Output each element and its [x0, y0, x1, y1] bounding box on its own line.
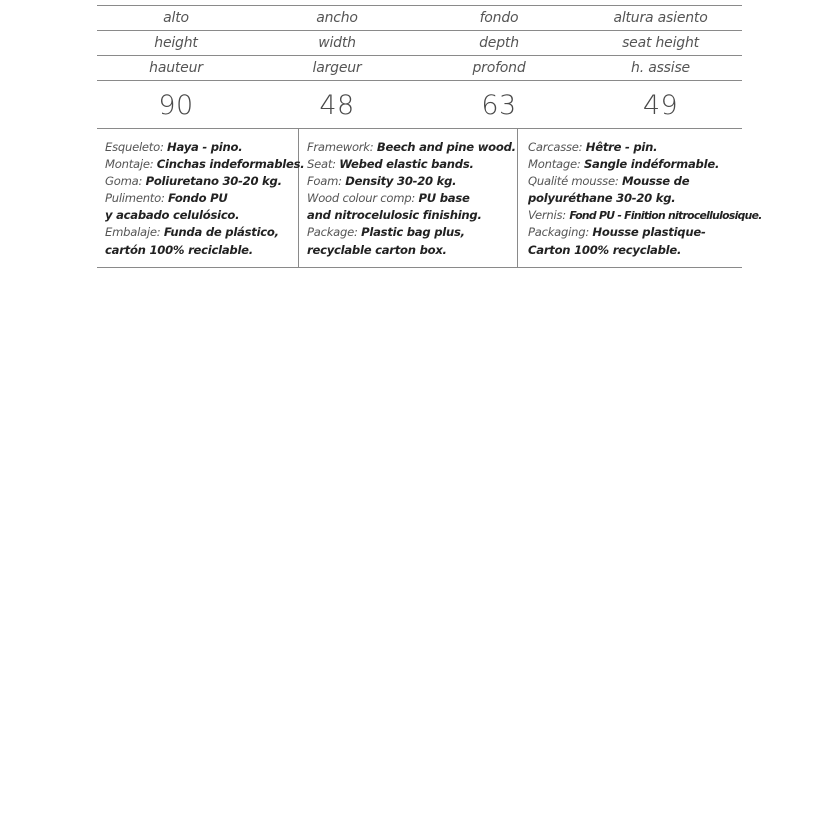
spec-label: Vernis: — [528, 208, 566, 223]
spec-label: Montaje: — [105, 157, 154, 172]
spec-line — [105, 173, 298, 190]
spec-column-french — [518, 129, 762, 267]
spec-value: y acabado celulósico. — [105, 208, 240, 223]
spec-line — [105, 139, 298, 156]
label-hauteur: hauteur — [149, 60, 203, 76]
spec-value: Webed elastic bands. — [339, 157, 474, 172]
label-largeur: largeur — [312, 60, 362, 76]
label-altura-asiento: altura asiento — [613, 10, 708, 26]
spec-line — [307, 242, 517, 259]
spec-label: Foam: — [307, 174, 342, 189]
spec-value: PU base — [418, 191, 470, 206]
value-height: 90 — [158, 90, 194, 121]
spec-value: Density 30-20 kg. — [345, 174, 457, 189]
spec-line — [528, 156, 742, 173]
spec-value: Plastic bag plus, — [361, 225, 465, 240]
spec-label: Montage: — [528, 157, 581, 172]
spec-line — [307, 173, 517, 190]
spec-line — [105, 207, 298, 224]
spec-line — [528, 190, 742, 207]
spec-label: Carcasse: — [528, 140, 583, 154]
label-fondo: fondo — [479, 10, 519, 26]
spec-line — [105, 224, 298, 241]
spec-line — [528, 242, 742, 259]
spec-line — [307, 139, 517, 156]
spec-line — [528, 207, 762, 224]
spec-value: recyclable carton box. — [307, 242, 447, 257]
spec-line — [307, 190, 517, 207]
value-depth: 63 — [481, 90, 517, 121]
spec-line — [105, 242, 298, 259]
spec-line — [307, 224, 517, 241]
spec-line — [528, 139, 742, 156]
spec-label: Seat: — [307, 157, 336, 172]
spec-value: Sangle indéformable. — [583, 157, 720, 172]
spec-value: Haya - pino. — [167, 140, 243, 154]
spec-label: Goma: — [105, 174, 143, 189]
dimension-labels-spanish — [97, 5, 742, 30]
spec-line — [528, 173, 742, 190]
dimension-values — [97, 81, 742, 129]
spec-value: Cinchas indeformables. — [156, 157, 305, 172]
value-width: 48 — [319, 90, 355, 121]
spec-label: Pulimento: — [105, 191, 165, 206]
specifications — [97, 129, 762, 268]
label-profond: profond — [472, 60, 526, 76]
label-h-assise: h. assise — [631, 60, 690, 76]
spec-label: Qualité mousse: — [528, 174, 619, 189]
spec-label: Embalaje: — [105, 225, 161, 240]
spec-value: Carton 100% recyclable. — [528, 242, 682, 257]
spec-value: Fond PU - Finition nitrocellulosique. — [569, 209, 762, 223]
spec-value: Poliuretano 30-20 kg. — [145, 174, 282, 189]
spec-label: Package: — [307, 225, 358, 240]
label-ancho: ancho — [316, 10, 358, 26]
label-seat-height: seat height — [622, 35, 699, 51]
spec-label: Wood colour comp: — [307, 191, 416, 206]
spec-column-english — [299, 129, 518, 267]
spec-value: Hêtre - pin. — [585, 140, 658, 154]
value-seat-height: 49 — [642, 90, 679, 121]
spec-line — [307, 207, 517, 224]
dimension-labels-french — [97, 55, 742, 81]
label-width: width — [318, 35, 356, 51]
spec-value: Beech and pine wood. — [376, 140, 516, 154]
spec-value: Funda de plástico, — [163, 225, 279, 240]
label-depth: depth — [479, 35, 519, 51]
spec-label: Esqueleto: — [105, 140, 164, 154]
dimension-labels-english — [97, 30, 742, 55]
spec-line — [105, 190, 298, 207]
spec-value: Housse plastique- — [592, 225, 706, 240]
label-height: height — [154, 35, 198, 51]
spec-label: Framework: — [307, 140, 374, 154]
spec-column-spanish — [97, 129, 305, 267]
spec-label: Packaging: — [528, 225, 589, 240]
label-alto: alto — [163, 10, 189, 26]
spec-value: cartón 100% reciclable. — [105, 242, 253, 257]
spec-line — [307, 156, 517, 173]
spec-value: and nitrocelulosic finishing. — [307, 208, 482, 223]
product-spec-sheet — [97, 5, 762, 268]
spec-line — [528, 224, 742, 241]
spec-value: Mousse de — [621, 174, 690, 189]
spec-value: Fondo PU — [168, 191, 228, 206]
spec-line — [105, 156, 305, 173]
spec-value: polyuréthane 30-20 kg. — [528, 191, 676, 206]
